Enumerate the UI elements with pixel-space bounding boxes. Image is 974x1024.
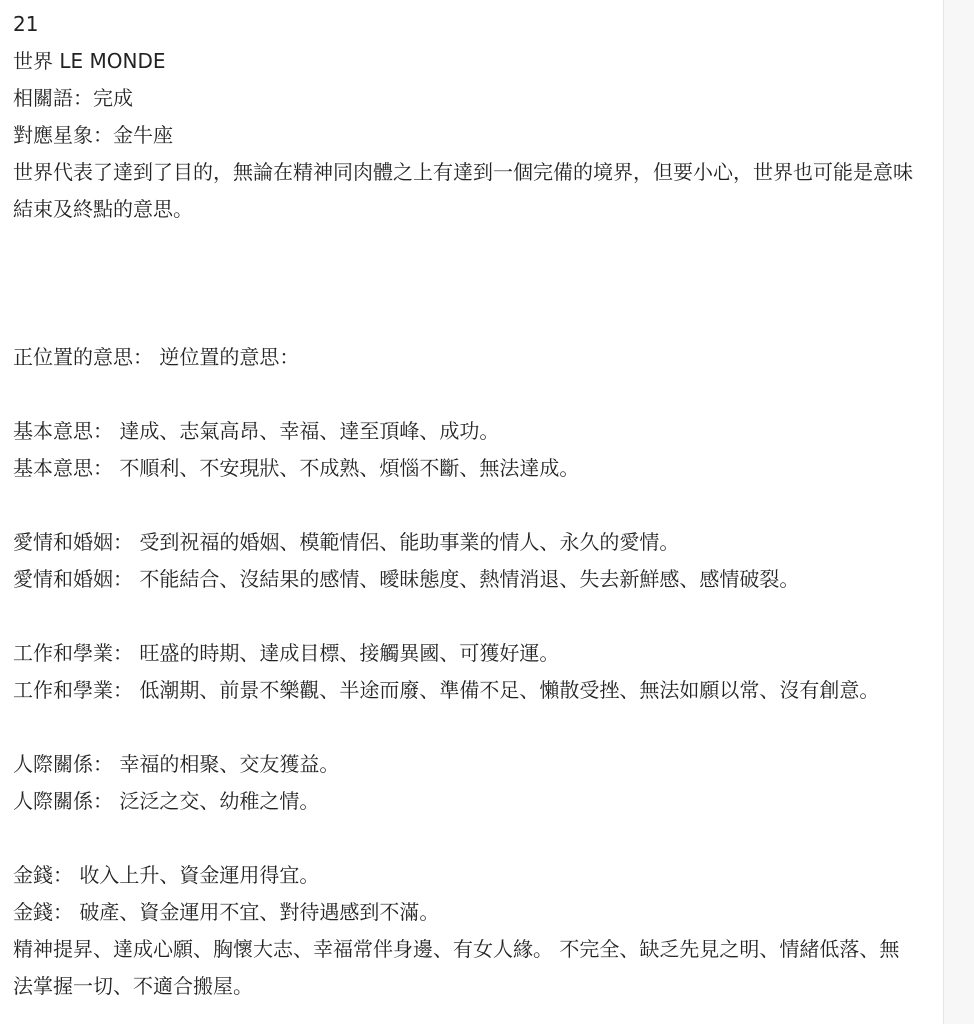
- card-description: 世界代表了達到了目的，無論在精神同肉體之上有達到一個完備的境界，但要小心，世界也可能是意味結束及終點的意思。: [13, 160, 913, 221]
- card-number: 21: [13, 12, 39, 36]
- blank-line: [13, 376, 933, 413]
- blank-line: [13, 820, 933, 857]
- blank-space: [13, 228, 933, 339]
- work-meaning-reversed: 工作和學業： 低潮期、前景不樂觀、半途而廢、準備不足、懶散受挫、無法如願以常、沒有創意。: [13, 678, 880, 702]
- blank-line: [13, 487, 933, 524]
- meaning-header: 正位置的意思： 逆位置的意思：: [13, 345, 300, 369]
- basic-meaning-upright: 基本意思： 達成、志氣高昂、幸福、達至頂峰、成功。: [13, 419, 500, 443]
- relationship-meaning-reversed: 人際關係： 泛泛之交、幼稚之情。: [13, 789, 320, 813]
- money-meaning-reversed: 金錢： 破產、資金運用不宜、對待遇感到不滿。: [13, 900, 440, 924]
- spirit-meaning: 精神提昇、達成心願、胸懷大志、幸福常伴身邊、有女人緣。 不完全、缺乏先見之明、情緒低落、無法掌握一切、不適合搬屋。: [13, 937, 900, 998]
- love-meaning-upright: 愛情和婚姻： 受到祝福的婚姻、模範情侶、能助事業的情人、永久的愛情。: [13, 530, 680, 554]
- love-meaning-reversed: 愛情和婚姻： 不能結合、沒結果的感情、曖昧態度、熱情消退、失去新鮮感、感情破裂。: [13, 567, 800, 591]
- right-scroll-strip: [943, 0, 974, 1024]
- blank-line: [13, 598, 933, 635]
- related-word: 相關語：完成: [13, 86, 133, 110]
- tarot-card-text: [13, 6, 933, 1005]
- blank-line: [13, 709, 933, 746]
- astrology-sign: 對應星象：金牛座: [13, 123, 173, 147]
- relationship-meaning-upright: 人際關係： 幸福的相聚、交友獲益。: [13, 752, 340, 776]
- basic-meaning-reversed: 基本意思： 不順利、不安現狀、不成熟、煩惱不斷、無法達成。: [13, 456, 580, 480]
- card-name: 世界 LE MONDE: [13, 49, 166, 73]
- work-meaning-upright: 工作和學業： 旺盛的時期、達成目標、接觸異國、可獲好運。: [13, 641, 560, 665]
- money-meaning-upright: 金錢： 收入上升、資金運用得宜。: [13, 863, 320, 887]
